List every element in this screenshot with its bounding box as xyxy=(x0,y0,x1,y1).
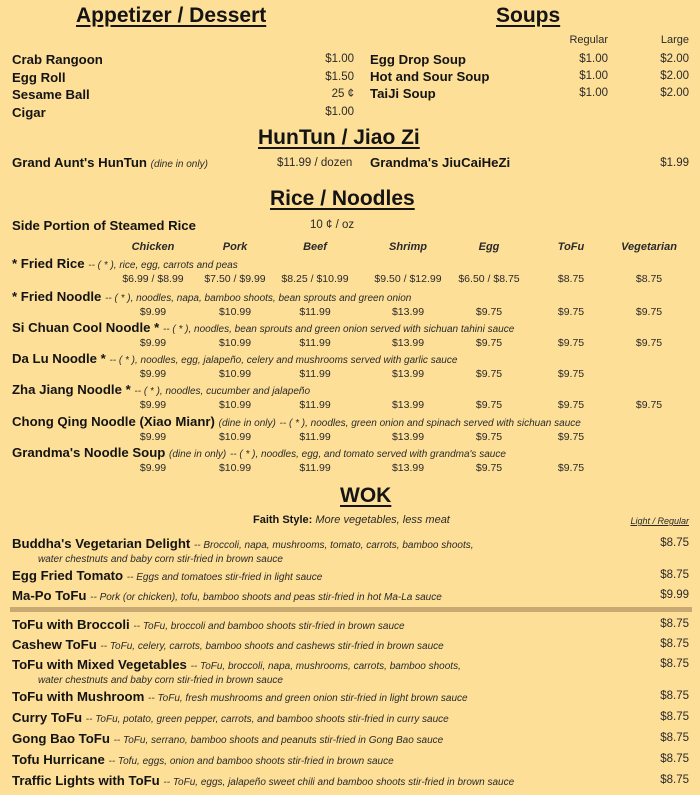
menu-item-price: $8.75 xyxy=(660,732,689,744)
menu-item-price: $9.99 xyxy=(139,462,167,474)
noodle-item xyxy=(12,351,457,366)
menu-item-price: $11.99 xyxy=(299,462,331,474)
menu-item-price: $9.75 xyxy=(635,306,663,318)
wok-item xyxy=(12,752,394,767)
menu-item-desc: -- ( * ), rice, egg, carrots and peas xyxy=(88,260,238,271)
menu-item-price: $9.99 xyxy=(139,337,167,349)
noodle-item xyxy=(12,320,514,335)
wok-item xyxy=(12,617,405,632)
menu-item-name: ToFu with Mushroom xyxy=(12,689,145,704)
menu-item-price: $9.75 xyxy=(557,337,585,349)
noodle-item xyxy=(12,382,310,397)
menu-item-price: 10 ¢ / oz xyxy=(310,219,355,231)
menu-item-name: Tofu Hurricane xyxy=(12,752,105,767)
soup-price-large: $2.00 xyxy=(660,53,689,65)
noodle-item xyxy=(12,414,581,429)
menu-item-name: Crab Rangoon xyxy=(12,52,103,67)
col-beef: Beef xyxy=(303,241,327,253)
menu-item-desc: -- ToFu, broccoli and bamboo shoots stir-fried in brown sauce xyxy=(133,621,405,632)
menu-item-price: $9.75 xyxy=(475,399,503,411)
menu-item-price: $6.99 / $8.99 xyxy=(122,273,184,285)
menu-item-name: TaiJi Soup xyxy=(370,86,436,101)
menu-item-price: $10.99 xyxy=(218,337,252,349)
menu-item-name: Ma-Po ToFu xyxy=(12,588,87,603)
menu-item-price: $8.75 xyxy=(660,774,689,786)
menu-item-name: Curry ToFu xyxy=(12,710,83,725)
wok-item xyxy=(12,689,468,704)
menu-item-price: $1.99 xyxy=(660,157,689,169)
menu-item-desc: -- ToFu, serrano, bamboo shoots and peanuts stir-fried in Gong Bao sauce xyxy=(113,735,444,746)
menu-item-price: $13.99 xyxy=(391,337,425,349)
soup-price-regular: $1.00 xyxy=(579,70,608,82)
menu-item-price: $9.75 xyxy=(557,306,585,318)
menu-item-desc-cont: water chestnuts and baby corn stir-fried in brown sauce xyxy=(38,554,283,565)
menu-item-price: $1.00 xyxy=(325,106,354,118)
col-egg: Egg xyxy=(478,241,500,253)
noodle-item xyxy=(12,289,411,304)
menu-item-price: $10.99 xyxy=(218,306,252,318)
menu-item-desc: -- ( * ), noodles, egg, jalapeño, celery and mushrooms served with garlic sauce xyxy=(109,355,458,366)
faith-style-desc: More vegetables, less meat xyxy=(315,514,450,526)
menu-item-price: $9.75 xyxy=(475,337,503,349)
menu-item-desc: -- ( * ), noodles, napa, bamboo shoots, bean sprouts and green onion xyxy=(105,293,412,304)
menu-item-name: Grandma's JiuCaiHeZi xyxy=(370,155,511,170)
menu-item-price: $13.99 xyxy=(391,399,425,411)
menu-item-desc-cont: water chestnuts and baby corn stir-fried in brown sauce xyxy=(38,675,283,686)
menu-item-price: $9.99 xyxy=(139,431,167,443)
soup-col-large: Large xyxy=(660,34,689,46)
menu-item-price: $9.99 xyxy=(139,368,167,380)
menu-item-name: Side Portion of Steamed Rice xyxy=(12,218,196,233)
menu-item-price: $9.75 xyxy=(475,462,503,474)
col-chicken: Chicken xyxy=(131,241,175,253)
soup-col-regular: Regular xyxy=(569,34,608,46)
menu-item-name: Gong Bao ToFu xyxy=(12,731,110,746)
menu-item-price: $11.99 xyxy=(299,399,331,411)
menu-item-price: $8.75 xyxy=(660,638,689,650)
light-regular-label: Light / Regular xyxy=(630,516,689,526)
wok-item xyxy=(12,568,322,583)
menu-item-price: $9.75 xyxy=(557,462,585,474)
menu-item-name: Hot and Sour Soup xyxy=(370,69,490,84)
menu-item-name: Cashew ToFu xyxy=(12,637,97,652)
menu-item-price: $11.99 / dozen xyxy=(277,157,353,169)
menu-item-desc: -- Tofu, eggs, onion and bamboo shoots stir-fried in brown sauce xyxy=(108,756,394,767)
wok-item xyxy=(12,710,449,725)
menu-item-price: $8.75 xyxy=(660,537,689,549)
menu-item-desc: -- Eggs and tomatoes stir-fried in light sauce xyxy=(126,572,323,583)
menu-item-price: $1.00 xyxy=(325,53,354,65)
soup-price-regular: $1.00 xyxy=(579,87,608,99)
menu-item-price: 25 ¢ xyxy=(331,88,354,100)
wok-section-title: WOK xyxy=(340,484,392,507)
menu-item-price: $10.99 xyxy=(218,368,252,380)
menu-item-desc: -- ( * ), noodles, cucumber and jalapeño xyxy=(134,386,311,397)
menu-item-desc: -- ( * ), noodles, green onion and spinach served with sichuan sauce xyxy=(279,418,581,429)
menu-item-price: $11.99 xyxy=(299,306,331,318)
menu-item-price: $10.99 xyxy=(218,399,252,411)
menu-item-desc: -- ToFu, eggs, jalapeño sweet chili and bamboo shoots stir-fried in brown sauce xyxy=(163,777,515,788)
wok-item xyxy=(12,731,443,746)
menu-item-price: $9.99 xyxy=(139,399,167,411)
wok-item xyxy=(12,773,514,788)
menu-item-name: * Fried Rice xyxy=(12,256,85,271)
menu-item-name: Da Lu Noodle * xyxy=(12,351,106,366)
menu-item-name: Egg Roll xyxy=(12,70,66,85)
menu-item-price: $8.25 / $10.99 xyxy=(281,273,349,285)
wok-item xyxy=(12,637,444,652)
wok-item xyxy=(12,657,461,672)
menu-item-price: $13.99 xyxy=(391,306,425,318)
menu-item-name: Chong Qing Noodle (Xiao Mianr) xyxy=(12,414,215,429)
menu-item-price: $9.99 xyxy=(139,306,167,318)
menu-item-name: Sesame Ball xyxy=(12,87,90,102)
rice-noodles-section-title: Rice / Noodles xyxy=(270,187,415,210)
menu-item-name: Traffic Lights with ToFu xyxy=(12,773,160,788)
noodle-item xyxy=(12,445,506,460)
menu-item-desc: -- ( * ), noodles, bean sprouts and green onion served with sichuan tahini sauce xyxy=(162,324,515,335)
menu-item-price: $8.75 xyxy=(660,569,689,581)
menu-item-price: $8.75 xyxy=(660,658,689,670)
menu-item-price: $6.50 / $8.75 xyxy=(458,273,520,285)
menu-item-price: $1.50 xyxy=(325,71,354,83)
section-divider xyxy=(10,607,692,612)
menu-item-name: Buddha's Vegetarian Delight xyxy=(12,536,191,551)
menu-item-price: $9.99 xyxy=(660,589,689,601)
menu-item-name: ToFu with Broccoli xyxy=(12,617,130,632)
menu-item-name: ToFu with Mixed Vegetables xyxy=(12,657,187,672)
menu-item-price: $9.75 xyxy=(635,399,663,411)
huntun-section-title: HunTun / Jiao Zi xyxy=(258,126,420,149)
menu-item-desc: -- ToFu, celery, carrots, bamboo shoots and cashews stir-fried in brown sauce xyxy=(100,641,444,652)
menu-item-price: $9.75 xyxy=(557,399,585,411)
soup-price-large: $2.00 xyxy=(660,87,689,99)
noodle-item xyxy=(12,256,238,271)
menu-item-desc: -- Broccoli, napa, mushrooms, tomato, carrots, bamboo shoots, xyxy=(193,540,474,551)
col-shrimp: Shrimp xyxy=(389,241,427,253)
menu-item-price: $9.50 / $12.99 xyxy=(374,273,442,285)
menu-item-price: $13.99 xyxy=(391,368,425,380)
menu-item-price: $11.99 xyxy=(299,337,331,349)
wok-item xyxy=(12,536,474,551)
menu-item-price: $8.75 xyxy=(660,618,689,630)
menu-item-name: Grandma's Noodle Soup xyxy=(12,445,166,460)
dine-in-note: (dine in only) xyxy=(218,418,276,429)
menu-item-name: Si Chuan Cool Noodle * xyxy=(12,320,160,335)
faith-style-label: Faith Style: xyxy=(253,514,313,526)
menu-item-price: $8.75 xyxy=(660,711,689,723)
menu-item-price: $7.50 / $9.99 xyxy=(204,273,266,285)
menu-item-price: $9.75 xyxy=(557,431,585,443)
menu-item-desc: -- Pork (or chicken), tofu, bamboo shoots and peas stir-fried in hot Ma-La sauce xyxy=(90,592,442,603)
menu-item-name: Grand Aunt's HunTun xyxy=(12,155,147,170)
menu-item-price: $9.75 xyxy=(475,306,503,318)
appetizer-section-title: Appetizer / Dessert xyxy=(76,4,267,27)
menu-item-price: $13.99 xyxy=(391,431,425,443)
menu-item-desc: -- ToFu, potato, green pepper, carrots, and bamboo shoots stir-fried in curry sauce xyxy=(85,714,449,725)
soup-price-large: $2.00 xyxy=(660,70,689,82)
menu-item-price: $9.75 xyxy=(475,431,503,443)
menu-item-desc: -- ( * ), noodles, egg, and tomato served with grandma's sauce xyxy=(229,449,506,460)
wok-item xyxy=(12,588,442,603)
menu-item-price: $8.75 xyxy=(557,273,585,285)
menu-item-price: $11.99 xyxy=(299,431,331,443)
menu-item-name: Cigar xyxy=(12,105,46,120)
menu-item-name: Zha Jiang Noodle * xyxy=(12,382,131,397)
dine-in-note: (dine in only) xyxy=(169,449,227,460)
menu-item-price: $8.75 xyxy=(660,690,689,702)
soups-section-title: Soups xyxy=(496,4,561,27)
menu-item-desc: -- ToFu, fresh mushrooms and green onion stir-fried in light brown sauce xyxy=(148,693,468,704)
menu-item-price: $13.99 xyxy=(391,462,425,474)
menu-item-price: $9.75 xyxy=(557,368,585,380)
menu-item-desc: -- ToFu, broccoli, napa, mushrooms, carrots, bamboo shoots, xyxy=(190,661,461,672)
dine-in-note: (dine in only) xyxy=(150,159,208,170)
soup-price-regular: $1.00 xyxy=(579,53,608,65)
menu-item-price: $8.75 xyxy=(635,273,663,285)
menu-item-price: $9.75 xyxy=(635,337,663,349)
menu-item-price: $10.99 xyxy=(218,431,252,443)
menu-item-price: $10.99 xyxy=(218,462,252,474)
col-vegetarian: Vegetarian xyxy=(621,241,677,253)
menu-item-name: Egg Fried Tomato xyxy=(12,568,124,583)
menu-item-price: $8.75 xyxy=(660,753,689,765)
menu-item-price: $11.99 xyxy=(299,368,331,380)
col-pork: Pork xyxy=(222,241,248,253)
col-tofu: ToFu xyxy=(557,241,585,253)
menu-item-name: Egg Drop Soup xyxy=(370,52,466,67)
menu-item-price: $9.75 xyxy=(475,368,503,380)
menu-item-name: * Fried Noodle xyxy=(12,289,102,304)
